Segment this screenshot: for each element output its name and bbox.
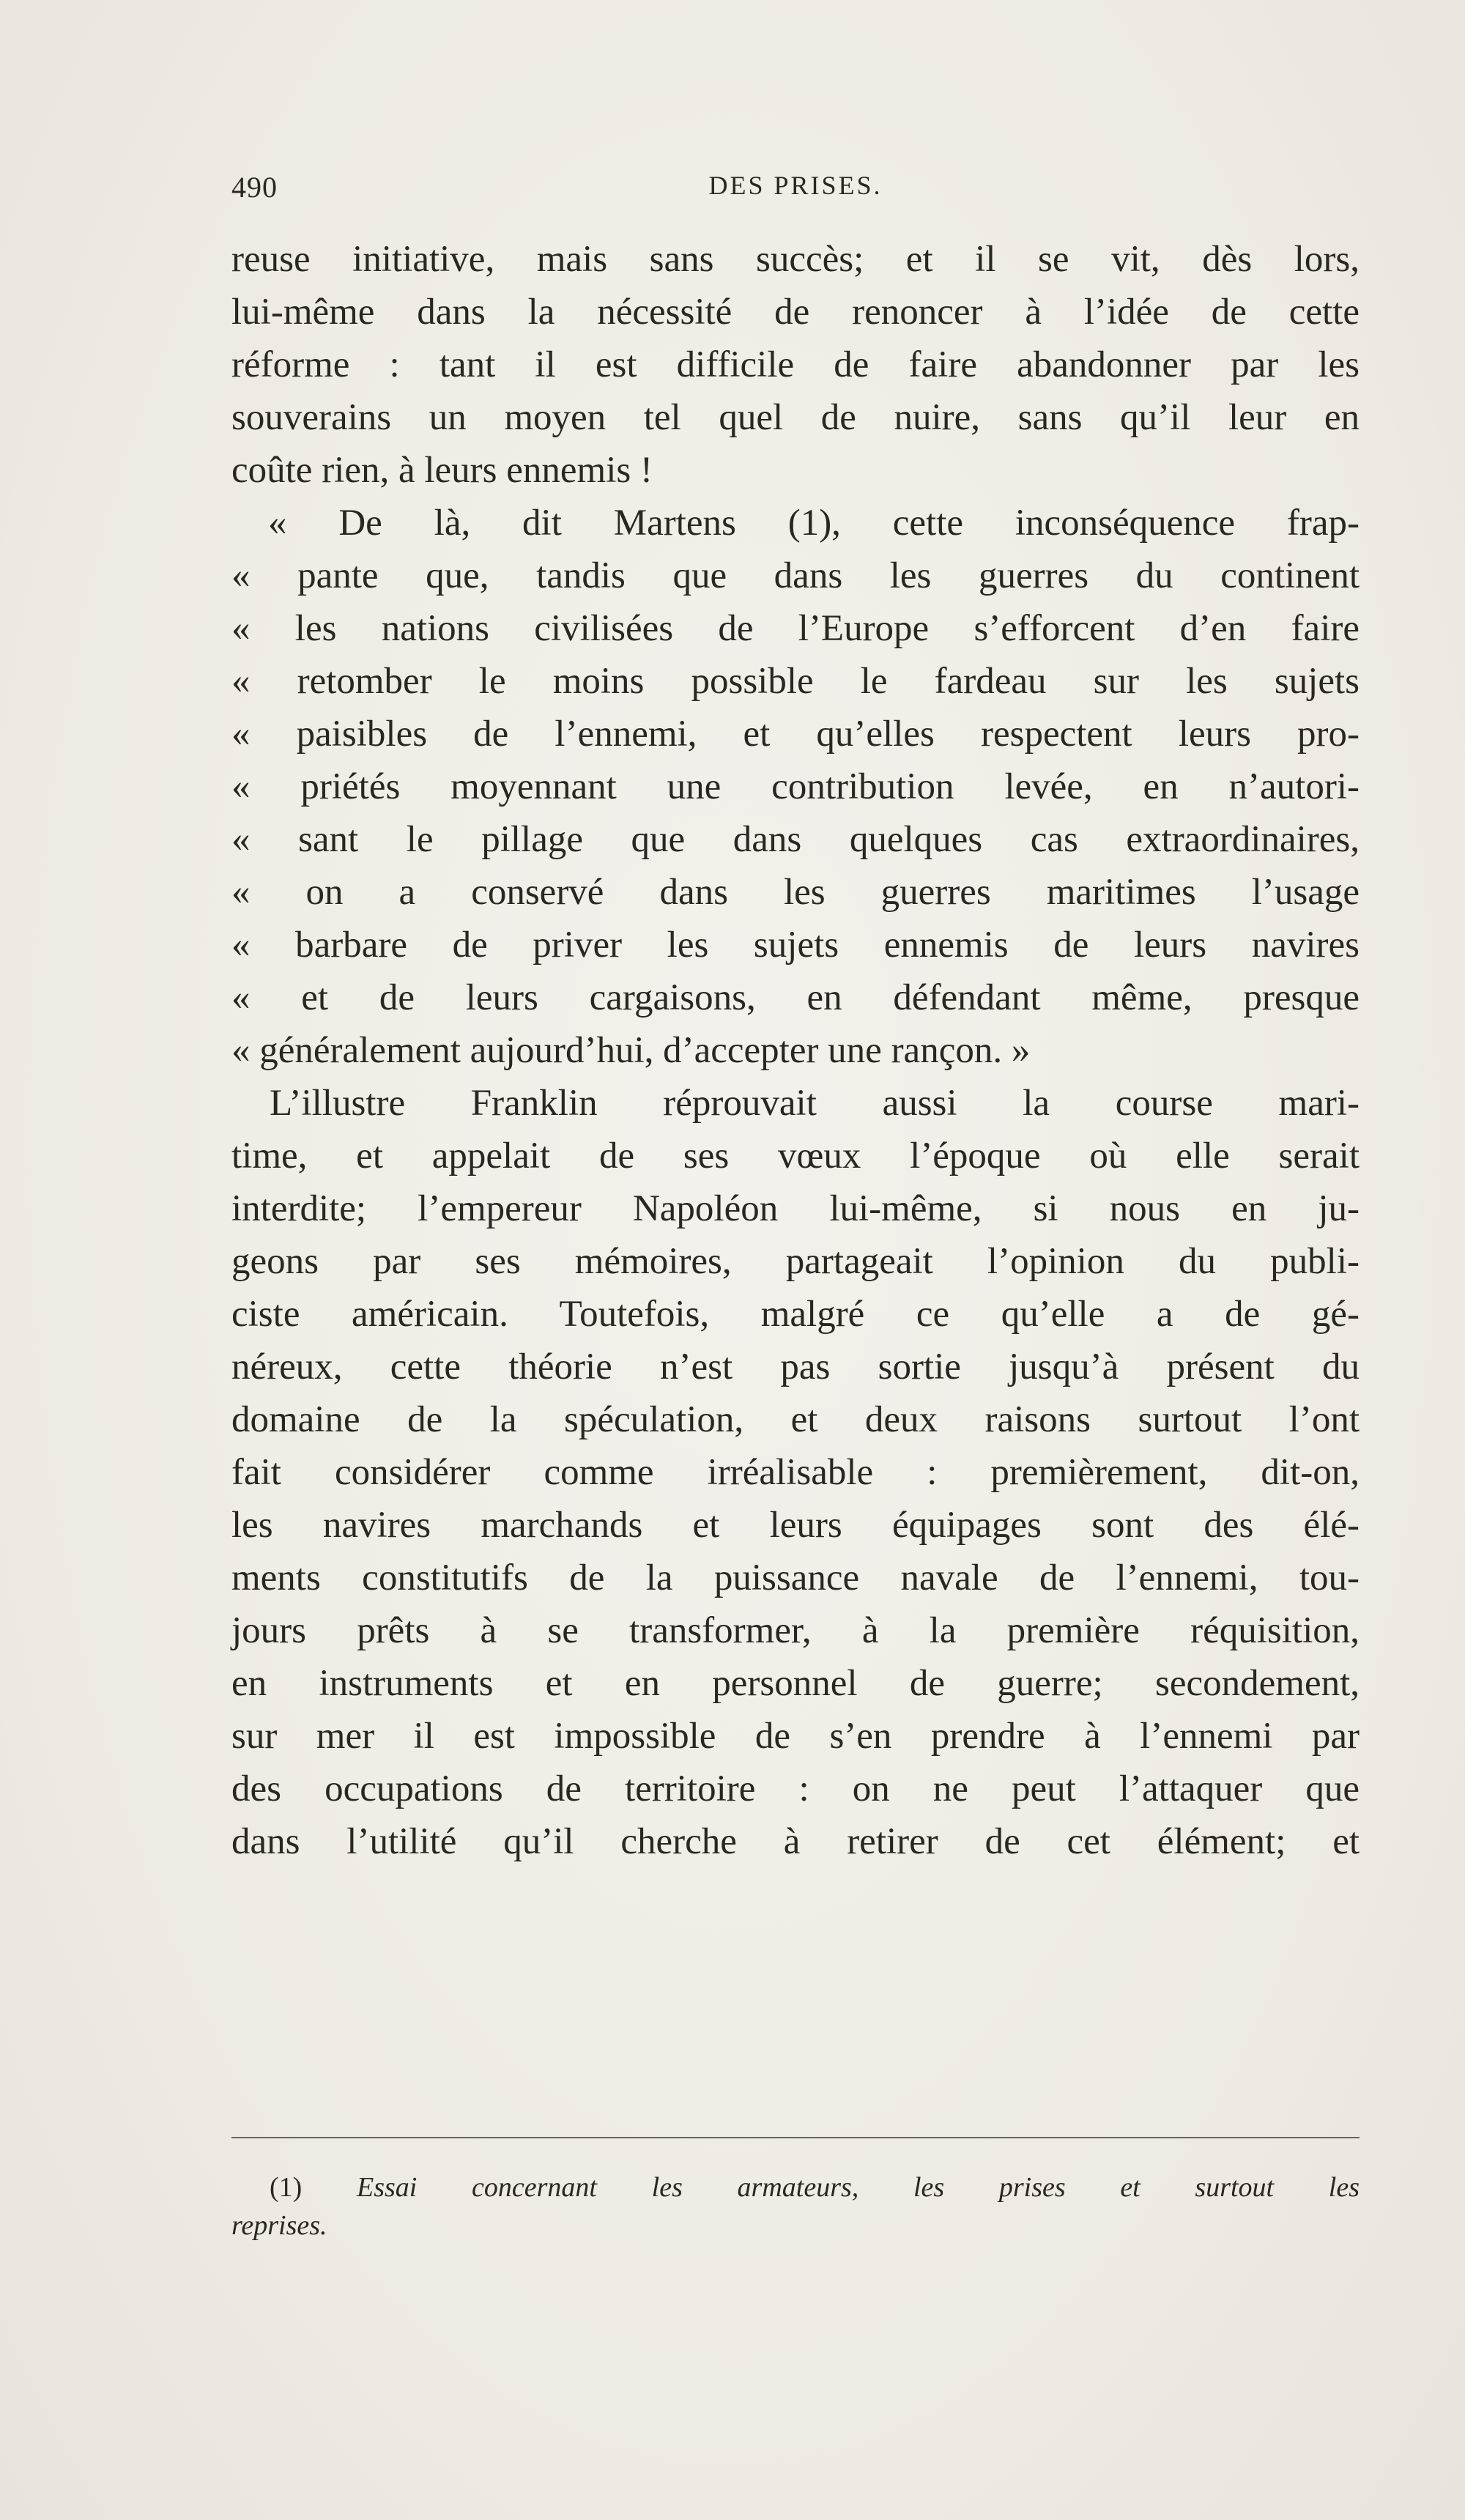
text-line: ciste américain. Toutefois, malgré ce qu’elle a de gé- (231, 1294, 1360, 1335)
text-line: reuse initiative, mais sans succès; et il se vit, dès lors, (231, 239, 1360, 280)
quote-line: « on a conservé dans les guerres maritimes l’usage (231, 872, 1360, 913)
text-line: en instruments et en personnel de guerre; secondement, (231, 1663, 1360, 1704)
quote-line: « sant le pillage que dans quelques cas extraordinaires, (231, 819, 1360, 860)
footnote-title: Essai concernant les armateurs, les prises et surtout les (357, 2172, 1360, 2203)
text-line: dans l’utilité qu’il cherche à retirer de cet élément; et (231, 1821, 1360, 1862)
footnote-line-2: reprises. (231, 2210, 327, 2241)
text-line: sur mer il est impossible de s’en prendre à l’ennemi par (231, 1716, 1360, 1757)
text-line: les navires marchands et leurs équipages sont des élé- (231, 1505, 1360, 1546)
text-line: time, et appelait de ses vœux l’époque où elle serait (231, 1135, 1360, 1176)
text-line: ments constitutifs de la puissance navale de l’ennemi, tou- (231, 1557, 1360, 1598)
running-title: DES PRISES. (708, 171, 883, 200)
text-line: fait considérer comme irréalisable : premièrement, dit-on, (231, 1452, 1360, 1493)
quote-line: « retomber le moins possible le fardeau sur les sujets (231, 661, 1360, 702)
text-line: néreux, cette théorie n’est pas sortie jusqu’à présent du (231, 1346, 1360, 1387)
quote-line: « et de leurs cargaisons, en défendant même, presque (231, 977, 1360, 1018)
quote-line: « pante que, tandis que dans les guerres du continent (231, 555, 1360, 596)
page-number: 490 (231, 171, 278, 204)
footnote-marker: (1) (270, 2172, 303, 2203)
footnote-line (231, 2168, 1360, 2206)
text-line: lui-même dans la nécessité de renoncer à l’idée de cette (231, 292, 1360, 333)
text-line: domaine de la spéculation, et deux raisons surtout l’ont (231, 1399, 1360, 1440)
page-header (231, 170, 1360, 214)
quote-line: « généralement aujourd’hui, d’accepter une rançon. » (231, 1030, 1031, 1071)
footnote (231, 2168, 1360, 2245)
text-line: jours prêts à se transformer, à la première réquisition, (231, 1610, 1360, 1651)
text-line: interdite; l’empereur Napoléon lui-même, si nous en ju- (231, 1188, 1360, 1229)
quote-line: « priétés moyennant une contribution levée, en n’autori- (231, 766, 1360, 807)
quote-line: « barbare de priver les sujets ennemis de leurs navires (231, 924, 1360, 966)
quote-line: « les nations civilisées de l’Europe s’efforcent d’en faire (231, 608, 1360, 649)
text-line: coûte rien, à leurs ennemis ! (231, 450, 653, 491)
quote-line: « paisibles de l’ennemi, et qu’elles respectent leurs pro- (231, 714, 1360, 755)
text-line: geons par ses mémoires, partageait l’opinion du publi- (231, 1241, 1360, 1282)
quote-line: « De là, dit Martens (1), cette inconséquence frap- (268, 503, 1360, 544)
text-line: des occupations de territoire : on ne peut l’attaquer que (231, 1768, 1360, 1809)
text-line: réforme : tant il est difficile de faire abandonner par les (231, 344, 1360, 385)
text-line: souverains un moyen tel quel de nuire, sans qu’il leur en (231, 397, 1360, 438)
body-text (231, 233, 1360, 1868)
footnote-rule (231, 2137, 1360, 2138)
text-line: L’illustre Franklin réprouvait aussi la course mari- (270, 1083, 1360, 1124)
